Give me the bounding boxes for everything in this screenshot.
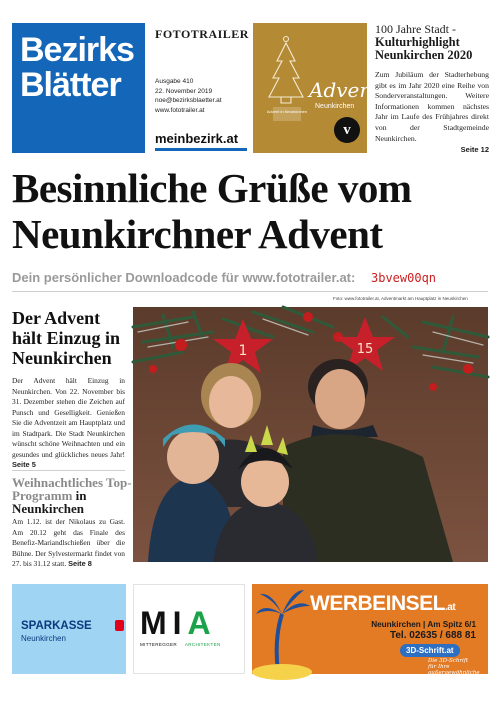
headline-line-2: Neunkirchner Advent xyxy=(12,211,383,257)
sparkasse-ad[interactable] xyxy=(12,584,126,674)
section-label: FOTOTRAILER xyxy=(155,27,249,41)
werbeinsel-slogan-3: außergewöhnliche Werbung! xyxy=(428,670,480,682)
article2-text: Am 1.12. ist der Nikolaus zu Gast. Am 20.12 geht das Finale des Benefiz-Mariandlschießen über die Bühne. Der Sylvestermarkt findet von 27. bis 31.12 statt. xyxy=(12,517,125,568)
issue-email[interactable]: noe@bezirksblaetter.at xyxy=(155,97,222,104)
werbeinsel-name-text: WERBEINSEL xyxy=(310,592,446,615)
article2-title-in: in xyxy=(75,488,87,503)
article2-title-grey: Weihnachtliches Top-Programm xyxy=(12,475,132,503)
side-story-page-ref[interactable]: Seite 12 xyxy=(460,145,489,154)
werbeinsel-slogan-2: für Ihre xyxy=(428,664,450,670)
bezirksblaetter-logo[interactable] xyxy=(12,23,145,153)
werbeinsel-address: Neunkirchen | Am Spitz 6/1 xyxy=(371,620,476,629)
mia-letters-1: MI xyxy=(140,605,188,641)
article1-body xyxy=(12,376,125,471)
issue-info xyxy=(155,77,222,115)
column-divider xyxy=(12,470,125,471)
download-code-label: Dein persönlicher Downloadcode für www.fototrailer.at: xyxy=(12,270,356,285)
logo-line-1: Bezirks xyxy=(20,31,134,69)
mia-subtitle xyxy=(140,642,221,647)
mia-sub-2: ARCHITEKTEN xyxy=(184,642,221,647)
palm-tree-icon xyxy=(252,584,312,674)
advent-small-text: Advent in Neunkirchen xyxy=(266,109,308,114)
issue-website[interactable]: www.fototrailer.at xyxy=(155,106,205,114)
article1-page-ref[interactable]: Seite 5 xyxy=(12,460,36,469)
sparkasse-logo-icon xyxy=(115,620,124,631)
werbeinsel-slogan xyxy=(428,658,488,682)
werbeinsel-domain: .at xyxy=(445,602,456,613)
side-story-kicker: 100 Jahre Stadt - xyxy=(375,22,456,36)
werbeinsel-ad[interactable] xyxy=(252,584,488,682)
headline-line-1: Besinnliche Grüße vom xyxy=(12,165,412,211)
article2-title[interactable] xyxy=(12,476,132,515)
mia-logo xyxy=(140,605,217,642)
download-code[interactable]: 3bvew00qn xyxy=(371,271,437,285)
mia-letters-2: A xyxy=(187,605,217,641)
meinbezirk-link[interactable]: meinbezirk.at xyxy=(155,131,239,146)
sparkasse-location: Neunkirchen xyxy=(21,634,66,643)
article2-page-ref[interactable]: Seite 8 xyxy=(68,559,92,568)
advent-logo-word: Advent xyxy=(309,78,381,102)
main-headline xyxy=(12,165,492,257)
advent-logo-place: Neunkirchen xyxy=(315,103,355,110)
side-title-line-2: Neunkirchen 2020 xyxy=(375,48,473,62)
3d-schrift-badge[interactable]: 3D-Schrift.at xyxy=(400,644,460,657)
logo-line-2: Blätter xyxy=(20,66,121,104)
v-badge: v xyxy=(334,117,360,143)
issue-number: Ausgabe 410 xyxy=(155,78,194,85)
article1-title[interactable]: Der Advent hält Einzug in Neunkirchen xyxy=(12,308,121,368)
photo-caption: Foto: www.fototrailer.at, Adventmarkt am Hauptplatz in Neunkirchen xyxy=(333,296,468,301)
divider xyxy=(12,291,488,292)
mitteregger-architekten-ad[interactable] xyxy=(133,584,245,674)
werbeinsel-slogan-1: Die 3D-Schrift xyxy=(428,658,469,664)
issue-date: 22. November 2019 xyxy=(155,87,213,95)
sparkasse-brand: SPARKASSE xyxy=(21,620,92,632)
brand-underline xyxy=(155,148,247,151)
mia-sub-1: MITTEREGGER xyxy=(140,642,177,647)
werbeinsel-name xyxy=(310,592,455,616)
star-number-1: 1 xyxy=(238,343,248,359)
star-number-2: 15 xyxy=(356,342,374,357)
family-photo-illustration xyxy=(133,307,488,562)
article2-body xyxy=(12,517,125,570)
main-photo[interactable] xyxy=(133,307,488,562)
werbeinsel-phone[interactable]: Tel. 02635 / 688 81 xyxy=(390,630,476,641)
side-story-text: Zum Jubiläum der Stadterhebung gibt es im Jahr 2020 eine Reihe von Sonderveranstaltungen. Weitere Informationen kommen nächstes Jahr im Laufe des Frühjahres direkt von der Stadtgemeinde Neunkirchen. xyxy=(375,70,489,143)
article1-text: Der Advent hält Einzug in Neunkirchen. Von 22. November bis 31. Dezember stehen die Zeichen auf Punsch und Geselligkeit. Genießen Sie die Adventzeit am Hauptplatz und im Stadtpark. Die Stadt Neunkirchen wünscht schöne Weihnachten und ein gesundes und glückliches neues Jahr! xyxy=(12,376,125,459)
side-story-title[interactable] xyxy=(375,36,495,62)
article2-title-place: Neunkirchen xyxy=(12,501,84,516)
side-title-line-1: Kulturhighlight xyxy=(375,35,460,49)
